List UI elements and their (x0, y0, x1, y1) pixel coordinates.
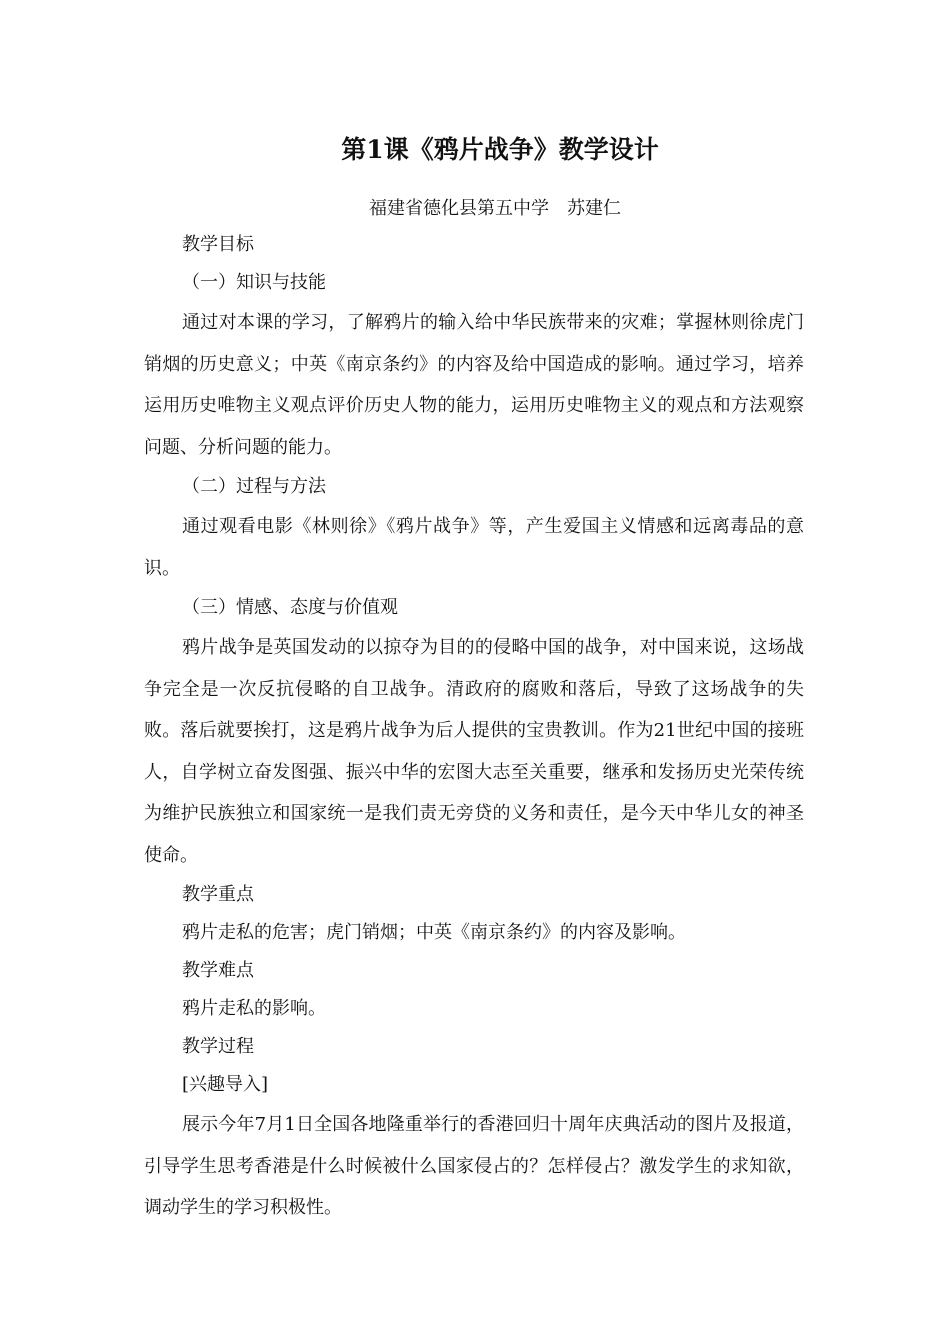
section-heading-difficulties: 教学难点 (182, 960, 254, 981)
subheading-process-method: （二）过程与方法 (182, 476, 326, 497)
difficulties-text: 鸦片走私的影响。 (182, 998, 326, 1019)
document-title: 第1课《鸦片战争》教学设计 (341, 135, 659, 164)
document-body (144, 226, 804, 1229)
paragraph-knowledge-skills: 通过对本课的学习，了解鸦片的输入给中华民族带来的灾难；掌握林则徐虎门销烟的历史意义；中英《南京条约》的内容及给中国造成的影响。通过学习，培养运用历史唯物主义观点评价历史人物的能力，运用历史唯物主义的观点和方法观察问题、分析问题的能力。 (144, 312, 804, 458)
subheading-knowledge-skills: （一）知识与技能 (182, 272, 326, 293)
intro-label: [兴趣导入] (182, 1074, 269, 1095)
section-heading-key-points: 教学重点 (182, 884, 254, 905)
section-heading-process: 教学过程 (182, 1036, 254, 1057)
subheading-emotion-values: （三）情感、态度与价值观 (182, 597, 398, 618)
paragraph-intro: 展示今年7月1日全国各地隆重举行的香港回归十周年庆典活动的图片及报道，引导学生思考香港是什么时候被什么国家侵占的？怎样侵占？激发学生的求知欲，调动学生的学习积极性。 (144, 1114, 804, 1218)
paragraph-emotion-values: 鸦片战争是英国发动的以掠夺为目的的侵略中国的战争，对中国来说，这场战争完全是一次反抗侵略的自卫战争。清政府的腐败和落后，导致了这场战争的失败。落后就要挨打，这是鸦片战争为后人提供的宝贵教训。作为21世纪中国的接班人，自学树立奋发图强、振兴中华的宏图大志至关重要，继承和发扬历史光荣传统为维护民族独立和国家统一是我们责无旁贷的义务和责任，是今天中华儿女的神圣使命。 (144, 637, 804, 866)
document-author: 福建省德化县第五中学 苏建仁 (369, 198, 621, 219)
paragraph-process-method: 通过观看电影《林则徐》《鸦片战争》等，产生爱国主义情感和远离毒品的意识。 (144, 516, 804, 579)
key-points-text: 鸦片走私的危害；虎门销烟；中英《南京条约》的内容及影响。 (182, 922, 686, 943)
section-heading-objectives: 教学目标 (182, 234, 254, 255)
